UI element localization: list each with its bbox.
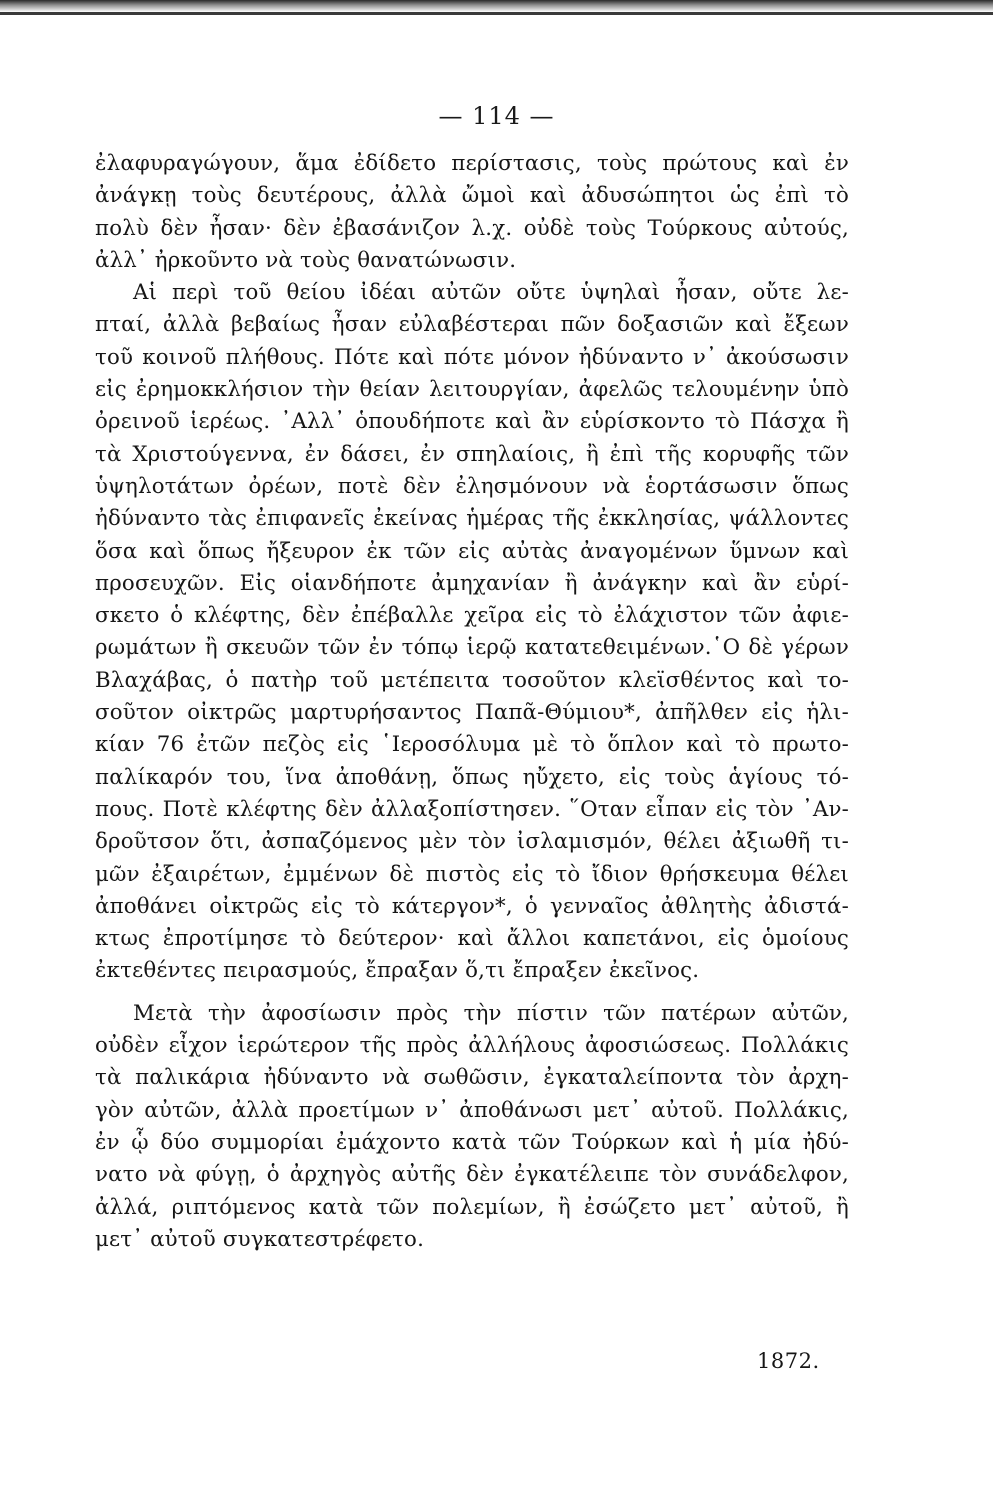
text-line: εἰς ἐρημοκκλήσιον τὴν θείαν λειτουργίαν, ἀφελῶς τελουμένην ὑπὸ [95, 377, 849, 403]
text-line: ἐλαφυραγώγουν, ἅμα ἐδίδετο περίστασις, τοὺς πρώτους καὶ ἐν [95, 151, 849, 176]
paragraph-1 [95, 148, 849, 277]
text-line: Μετὰ τὴν ἀφοσίωσιν πρὸς τὴν πίστιν τῶν πατέρων αὐτῶν, [133, 1000, 849, 1026]
text-line: κτως ἐπροτίμησε τὸ δεύτερον· καὶ ἄλλοι καπετάνοι, εἰς ὁμοίους [95, 926, 849, 952]
date-line: 1872. [757, 1349, 820, 1373]
text-line: προσευχῶν. Εἰς οἱανδήποτε ἀμηχανίαν ἢ ἀνάγκην καὶ ἂν εὑρί- [95, 570, 849, 596]
text-line: γὸν αὐτῶν, ἀλλὰ προετίμων ν᾿ ἀποθάνωσι μετ᾿ αὐτοῦ. Πολλάκις, [95, 1097, 849, 1123]
text-line: ἐν ᾧ δύο συμμορίαι ἐμάχοντο κατὰ τῶν Τούρκων καὶ ἡ μία ἠδύ- [95, 1129, 849, 1155]
text-line: Αἱ περὶ τοῦ θείου ἰδέαι αὐτῶν οὔτε ὑψηλαὶ ἦσαν, οὔτε λε- [133, 280, 849, 306]
page-number: — 114 — [438, 102, 555, 130]
text-line: ἀποθάνει οἰκτρῶς εἰς τὸ κάτεργον*, ὁ γενναῖος ἀθλητὴς ἀδιστά- [95, 893, 849, 919]
text-line: νατο νὰ φύγῃ, ὁ ἀρχηγὸς αὐτῆς δὲν ἐγκατέλειπε τὸν συνάδελφον, [95, 1162, 849, 1188]
text-line: οὐδὲν εἶχον ἱερώτερον τῆς πρὸς ἀλλήλους ἀφοσιώσεως. Πολλάκις [95, 1033, 849, 1059]
text-line: τὰ παλικάρια ἠδύναντο νὰ σωθῶσιν, ἐγκαταλείποντα τὸν ἀρχη- [95, 1065, 849, 1091]
body-text [95, 148, 849, 1256]
paragraph-gap [95, 988, 849, 998]
text-line: κίαν 76 ἐτῶν πεζὸς εἰς ῾Ιεροσόλυμα μὲ τὸ ὅπλον καὶ τὸ πρωτο- [95, 732, 849, 758]
text-line: πταί, ἀλλὰ βεβαίως ἦσαν εὐλαβέστεραι πῶν δοξασιῶν καὶ ἔξεων [95, 312, 849, 338]
text-line: ἀλλά, ριπτόμενος κατὰ τῶν πολεμίων, ἢ ἐσώζετο μετ᾿ αὐτοῦ, ἢ [95, 1194, 849, 1220]
text-line: ὅσα καὶ ὅπως ἤξευρον ἐκ τῶν εἰς αὐτὰς ἀναγομένων ὕμνων καὶ [95, 538, 849, 564]
text-line: Βλαχάβας, ὁ πατὴρ τοῦ μετέπειτα τοσοῦτον κλεϊσθέντος καὶ το- [95, 667, 849, 693]
text-line: μετ᾿ αὐτοῦ συγκατεστρέφετο. [95, 1226, 425, 1252]
scan-top-rule [0, 12, 993, 15]
text-line: ἀνάγκῃ τοὺς δευτέρους, ἀλλὰ ὤμοὶ καὶ ἀδυσώπητοι ὡς ἐπὶ τὸ [95, 183, 849, 209]
text-line: πολὺ δὲν ἦσαν· δὲν ἐβασάνιζον λ.χ. οὐδὲ τοὺς Τούρκους αὐτούς, [95, 215, 849, 241]
text-line: παλίκαρόν του, ἵνα ἀποθάνῃ, ὅπως ηὔχετο, εἰς τοὺς ἁγίους τό- [95, 764, 849, 790]
text-line: μῶν ἐξαιρέτων, ἐμμένων δὲ πιστὸς εἰς τὸ ἴδιον θρήσκευμα θέλει [95, 861, 849, 887]
text-line: δροῦτσον ὅτι, ἀσπαζόμενος μὲν τὸν ἰσλαμισμόν, θέλει ἀξιωθῆ τι- [95, 829, 849, 855]
text-line: ἀλλ᾿ ἠρκοῦντο νὰ τοὺς θανατώνωσιν. [95, 247, 517, 273]
text-line: ὀρεινοῦ ἱερέως. ᾿Αλλ᾿ ὁπουδήποτε καὶ ἂν εὑρίσκοντο τὸ Πάσχα ἢ [95, 409, 849, 435]
text-line: ἠδύναντο τὰς ἐπιφανεῖς ἐκείνας ἡμέρας τῆς ἐκκλησίας, ψάλλοντες [95, 506, 849, 532]
text-line: ἐκτεθέντες πειρασμούς, ἔπραξαν ὅ,τι ἔπραξεν ἐκεῖνος. [95, 958, 700, 984]
text-line: πους. Ποτὲ κλέφτης δὲν ἀλλαξοπίστησεν. ῞Οταν εἶπαν εἰς τὸν ᾿Αν- [95, 796, 849, 822]
text-line: τοῦ κοινοῦ πλήθους. Πότε καὶ πότε μόνον ἠδύναντο ν᾿ ἀκούσωσιν [95, 344, 849, 370]
text-line: σοῦτον οἰκτρῶς μαρτυρήσαντος Παπᾶ-Θύμιου*, ἀπῆλθεν εἰς ἡλι- [95, 700, 849, 726]
text-line: ὑψηλοτάτων ὀρέων, ποτὲ δὲν ἐλησμόνουν νὰ ἑορτάσωσιν ὅπως [95, 473, 849, 499]
text-line: τὰ Χριστούγεννα, ἐν δάσει, ἐν σπηλαίοις, ἢ ἐπὶ τῆς κορυφῆς τῶν [95, 441, 849, 467]
scan-top-edge [0, 0, 993, 12]
paragraph-3 [95, 998, 849, 1256]
text-line: ρωμάτων ἢ σκευῶν τῶν ἐν τόπῳ ἱερῷ κατατεθειμένων.῾Ο δὲ γέρων [95, 635, 849, 661]
paragraph-2 [95, 277, 849, 988]
text-line: σκετο ὁ κλέφτης, δὲν ἐπέβαλλε χεῖρα εἰς τὸ ἐλάχιστον τῶν ἀφιε- [95, 603, 849, 629]
